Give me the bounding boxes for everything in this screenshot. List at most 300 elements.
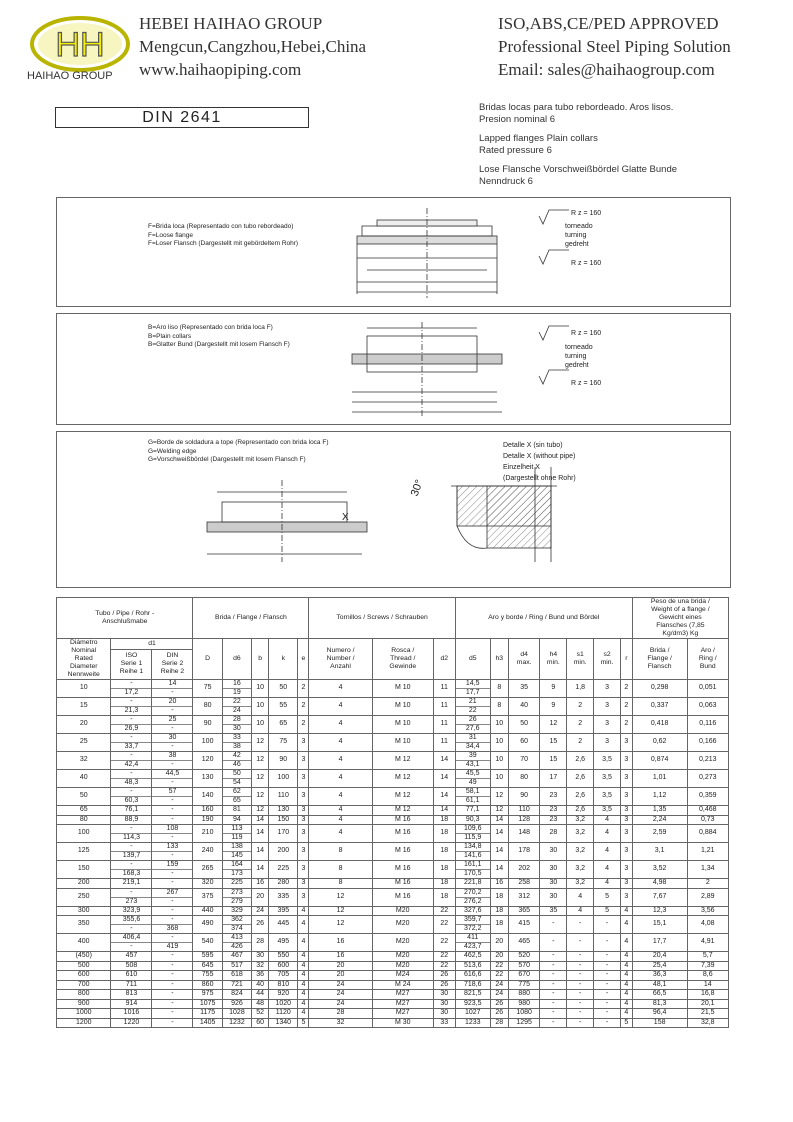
cell-k: 335 bbox=[269, 888, 298, 906]
cell-d2: 18 bbox=[433, 843, 455, 861]
cell-thread: M20 bbox=[372, 906, 433, 916]
cell-D: 1075 bbox=[193, 999, 222, 1009]
cell-d4: 670 bbox=[508, 971, 540, 981]
cell-d5: 221,8 bbox=[455, 879, 490, 889]
cell-value: 31 bbox=[456, 734, 490, 743]
cell-d5: 77,1 bbox=[455, 806, 490, 816]
cell-wr: 1,21 bbox=[687, 843, 728, 861]
cell-din bbox=[152, 734, 193, 752]
cell-iso bbox=[111, 698, 152, 716]
cell-dn: 1200 bbox=[57, 1018, 111, 1028]
cell-thread: M 16 bbox=[372, 861, 433, 879]
description-block bbox=[479, 102, 769, 195]
cell-dn: 40 bbox=[57, 770, 111, 788]
cell-value: 108 bbox=[152, 825, 192, 834]
cell-D: 1405 bbox=[193, 1018, 222, 1028]
cell-wf: 3,1 bbox=[632, 843, 687, 861]
cell-d4: 312 bbox=[508, 888, 540, 906]
cell-wf: 0,418 bbox=[632, 716, 687, 734]
cell-h4: 12 bbox=[540, 716, 567, 734]
cell-d5 bbox=[455, 716, 490, 734]
cell-b: 60 bbox=[252, 1018, 269, 1028]
cell-dn: (450) bbox=[57, 952, 111, 962]
cell-value: 411 bbox=[456, 934, 490, 943]
cell-s2: 4 bbox=[594, 879, 621, 889]
cell-dn: 50 bbox=[57, 788, 111, 806]
cell-wr: 0,166 bbox=[687, 734, 728, 752]
cell-e: 4 bbox=[298, 1009, 309, 1019]
cell-dn: 300 bbox=[57, 906, 111, 916]
cell-value: 109,6 bbox=[456, 825, 490, 834]
cell-r: 3 bbox=[620, 806, 632, 816]
cell-d6: 721 bbox=[222, 980, 251, 990]
cell-h4: 17 bbox=[540, 770, 567, 788]
cell-dn: 700 bbox=[57, 980, 111, 990]
cell-d4: 60 bbox=[508, 734, 540, 752]
cell-value: 359,7 bbox=[456, 916, 490, 925]
cell-D: 90 bbox=[193, 716, 222, 734]
cell-h4: 35 bbox=[540, 906, 567, 916]
cell-h3: 18 bbox=[490, 888, 508, 906]
cell-D: 120 bbox=[193, 752, 222, 770]
cell-num: 20 bbox=[309, 971, 372, 981]
cell-h3: 8 bbox=[490, 680, 508, 698]
cell-d6 bbox=[222, 843, 251, 861]
cell-k: 55 bbox=[269, 698, 298, 716]
cell-k: 90 bbox=[269, 752, 298, 770]
cell-k: 1020 bbox=[269, 999, 298, 1009]
cell-thread: M20 bbox=[372, 952, 433, 962]
detail-x-marker: X bbox=[342, 512, 349, 523]
cell-din: - bbox=[152, 961, 193, 971]
cell-e: 3 bbox=[298, 888, 309, 906]
cell-s2: 4 bbox=[594, 861, 621, 879]
cell-thread: M 16 bbox=[372, 815, 433, 825]
cell-thread: M27 bbox=[372, 999, 433, 1009]
cell-value: 61,1 bbox=[465, 797, 480, 804]
cell-dn: 350 bbox=[57, 916, 111, 934]
table-row bbox=[57, 961, 729, 971]
cell-s2: 5 bbox=[594, 888, 621, 906]
cell-thread: M 16 bbox=[372, 879, 433, 889]
cell-d6: 329 bbox=[222, 906, 251, 916]
cell-value: - bbox=[111, 734, 151, 743]
table-row bbox=[57, 980, 729, 990]
cell-value: 114,3 bbox=[122, 834, 140, 841]
cell-h3: 22 bbox=[490, 971, 508, 981]
cell-d5 bbox=[455, 788, 490, 806]
cell-r: 5 bbox=[620, 1018, 632, 1028]
cell-value: 267 bbox=[152, 889, 192, 898]
cell-h3: 10 bbox=[490, 716, 508, 734]
cell-wr: 2 bbox=[687, 879, 728, 889]
cell-d2: 22 bbox=[433, 906, 455, 916]
cell-d5: 462,5 bbox=[455, 952, 490, 962]
cell-d6 bbox=[222, 770, 251, 788]
cell-thread: M27 bbox=[372, 990, 433, 1000]
group-header-bolts: Tornillos / Screws / Schrauben bbox=[309, 598, 455, 639]
cell-thread: M 16 bbox=[372, 888, 433, 906]
legend-line: F=Loose flange bbox=[148, 231, 193, 239]
cell-thread: M 16 bbox=[372, 843, 433, 861]
cell-b: 14 bbox=[252, 843, 269, 861]
cell-dn: 400 bbox=[57, 934, 111, 952]
cell-value: 45,5 bbox=[456, 770, 490, 779]
cell-D: 755 bbox=[193, 971, 222, 981]
cell-value: 273 bbox=[223, 889, 251, 898]
col-thread: Rosca / Thread / Gewinde bbox=[372, 639, 433, 680]
cell-num: 4 bbox=[309, 825, 372, 843]
cell-h4: 15 bbox=[540, 734, 567, 752]
cell-e: 3 bbox=[298, 788, 309, 806]
cell-din: - bbox=[152, 980, 193, 990]
cell-iso: 508 bbox=[111, 961, 152, 971]
cell-d6 bbox=[222, 716, 251, 734]
cell-d5 bbox=[455, 680, 490, 698]
cell-s1: 2 bbox=[567, 698, 594, 716]
cell-wr: 3,56 bbox=[687, 906, 728, 916]
cell-r: 4 bbox=[620, 999, 632, 1009]
cell-s1: - bbox=[567, 1018, 594, 1028]
cell-D: 320 bbox=[193, 879, 222, 889]
cell-s1: - bbox=[567, 990, 594, 1000]
cell-wf: 17,7 bbox=[632, 934, 687, 952]
cell-e: 3 bbox=[298, 770, 309, 788]
drawing-panel-plain-collar bbox=[56, 313, 731, 425]
cell-thread: M24 bbox=[372, 971, 433, 981]
cell-d4: 980 bbox=[508, 999, 540, 1009]
cell-din: - bbox=[152, 971, 193, 981]
cell-value: - bbox=[171, 707, 174, 714]
cell-d6 bbox=[222, 680, 251, 698]
cell-din bbox=[152, 843, 193, 861]
cell-d2: 30 bbox=[433, 1009, 455, 1019]
description-de: Lose Flansche Vorschweißbördel Glatte Bunde Nenndruck 6 bbox=[479, 164, 678, 187]
cell-D: 595 bbox=[193, 952, 222, 962]
roughness-label: R z = 160 bbox=[571, 380, 602, 387]
cell-D: 240 bbox=[193, 843, 222, 861]
cell-d6 bbox=[222, 861, 251, 879]
cell-b: 28 bbox=[252, 934, 269, 952]
cell-d2: 18 bbox=[433, 879, 455, 889]
cell-wr: 1,34 bbox=[687, 861, 728, 879]
cell-k: 495 bbox=[269, 934, 298, 952]
cell-din bbox=[152, 788, 193, 806]
cell-D: 490 bbox=[193, 916, 222, 934]
cell-value: - bbox=[111, 889, 151, 898]
cell-k: 130 bbox=[269, 806, 298, 816]
cell-wf: 0,337 bbox=[632, 698, 687, 716]
table-row bbox=[57, 1018, 729, 1028]
finish-es: torneado bbox=[565, 223, 593, 230]
cell-din: - bbox=[152, 815, 193, 825]
cell-s2: - bbox=[594, 1018, 621, 1028]
table-row bbox=[57, 916, 729, 934]
table-row bbox=[57, 843, 729, 861]
cell-iso: 219,1 bbox=[111, 879, 152, 889]
detail-label bbox=[503, 440, 576, 484]
cell-value: 119 bbox=[231, 834, 243, 841]
cell-d5: 513,6 bbox=[455, 961, 490, 971]
col-h3: h3 bbox=[490, 639, 508, 680]
cell-d2: 22 bbox=[433, 916, 455, 934]
cell-value: 170,5 bbox=[463, 870, 482, 877]
cell-k: 200 bbox=[269, 843, 298, 861]
cell-num: 4 bbox=[309, 770, 372, 788]
cell-value: 276,2 bbox=[463, 897, 482, 905]
cell-D: 210 bbox=[193, 825, 222, 843]
cell-iso: 76,1 bbox=[111, 806, 152, 816]
cell-h3: 18 bbox=[490, 906, 508, 916]
finish-label bbox=[565, 343, 593, 370]
cell-wf: 66,5 bbox=[632, 990, 687, 1000]
cell-din: - bbox=[152, 1009, 193, 1019]
cell-b: 52 bbox=[252, 1009, 269, 1019]
cell-h4: - bbox=[540, 1009, 567, 1019]
cell-h4: - bbox=[540, 980, 567, 990]
cell-e: 4 bbox=[298, 980, 309, 990]
cell-s1: 2,6 bbox=[567, 770, 594, 788]
cell-h4: 15 bbox=[540, 752, 567, 770]
legend-line: F=Loser Flansch (Dargestellt mit gebördeltem Rohr) bbox=[148, 240, 299, 247]
cell-d4: 40 bbox=[508, 698, 540, 716]
cell-d4: 35 bbox=[508, 680, 540, 698]
cell-d4: 90 bbox=[508, 788, 540, 806]
cell-s1: - bbox=[567, 961, 594, 971]
cell-wf: 48,1 bbox=[632, 980, 687, 990]
cell-value: - bbox=[171, 834, 174, 841]
logo-letters: HH bbox=[55, 26, 105, 64]
cell-value: 54 bbox=[233, 779, 241, 786]
cell-b: 14 bbox=[252, 825, 269, 843]
cell-d4: 1080 bbox=[508, 1009, 540, 1019]
cell-s2: 3 bbox=[594, 680, 621, 698]
cell-value: - bbox=[111, 680, 151, 689]
cell-value: 159 bbox=[152, 861, 192, 870]
cell-dn: 125 bbox=[57, 843, 111, 861]
cell-h3: 28 bbox=[490, 1018, 508, 1028]
group-header-pipe: Tubo / Pipe / Rohr - Anschlußmabe bbox=[57, 598, 193, 639]
group-header-weight: Peso de una brida / Weight of a flange / Gewicht eines Flansches (7,85 Kg/dm3) Kg bbox=[632, 598, 728, 639]
cell-e: 4 bbox=[298, 990, 309, 1000]
cell-iso: 914 bbox=[111, 999, 152, 1009]
cell-dn: 20 bbox=[57, 716, 111, 734]
table-row bbox=[57, 861, 729, 879]
cell-num: 4 bbox=[309, 752, 372, 770]
plain-collar-legend bbox=[148, 324, 290, 350]
cell-b: 24 bbox=[252, 906, 269, 916]
cell-b: 12 bbox=[252, 788, 269, 806]
cell-iso bbox=[111, 843, 152, 861]
description-es: Bridas locas para tubo rebordeado. Aros lisos. Presion nominal 6 bbox=[479, 102, 674, 125]
cell-h4: 30 bbox=[540, 879, 567, 889]
cell-s2: 3 bbox=[594, 716, 621, 734]
cell-din bbox=[152, 934, 193, 952]
cell-b: 20 bbox=[252, 888, 269, 906]
cell-e: 2 bbox=[298, 680, 309, 698]
cell-thread: M 30 bbox=[372, 1018, 433, 1028]
cell-s1: 2 bbox=[567, 734, 594, 752]
cell-h3: 10 bbox=[490, 734, 508, 752]
cell-value: 22 bbox=[223, 698, 251, 707]
cell-b: 30 bbox=[252, 952, 269, 962]
cell-thread: M 10 bbox=[372, 698, 433, 716]
cell-num: 24 bbox=[309, 999, 372, 1009]
cell-e: 2 bbox=[298, 716, 309, 734]
cell-d5 bbox=[455, 916, 490, 934]
col-num: Numero / Number / Anzahl bbox=[309, 639, 372, 680]
cell-d2: 30 bbox=[433, 999, 455, 1009]
approval-text: ISO,ABS,CE/PED APPROVED bbox=[498, 14, 719, 33]
cell-iso bbox=[111, 680, 152, 698]
cell-d4: 258 bbox=[508, 879, 540, 889]
cell-value: 270,2 bbox=[456, 889, 490, 898]
cell-d6: 81 bbox=[222, 806, 251, 816]
cell-value: - bbox=[130, 925, 133, 932]
cell-k: 600 bbox=[269, 961, 298, 971]
cell-din bbox=[152, 888, 193, 906]
cell-d4: 415 bbox=[508, 916, 540, 934]
cell-d2: 11 bbox=[433, 716, 455, 734]
cell-value: 426 bbox=[231, 943, 243, 950]
cell-h4: 30 bbox=[540, 888, 567, 906]
cell-num: 4 bbox=[309, 815, 372, 825]
cell-h3: 24 bbox=[490, 980, 508, 990]
cell-e: 3 bbox=[298, 879, 309, 889]
cell-k: 150 bbox=[269, 815, 298, 825]
cell-value: - bbox=[171, 852, 174, 859]
cell-e: 4 bbox=[298, 916, 309, 934]
cell-value: 413 bbox=[223, 934, 251, 943]
cell-value: 17,7 bbox=[465, 689, 480, 696]
cell-d5 bbox=[455, 843, 490, 861]
cell-iso bbox=[111, 752, 152, 770]
cell-value: - bbox=[171, 761, 174, 768]
cell-s2: 4 bbox=[594, 815, 621, 825]
email-text[interactable]: Email: sales@haihaogroup.com bbox=[498, 60, 715, 79]
cell-wr: 7,39 bbox=[687, 961, 728, 971]
cell-num: 32 bbox=[309, 1018, 372, 1028]
cell-value: 30 bbox=[152, 734, 192, 743]
cell-value: - bbox=[130, 943, 133, 950]
cell-wr: 8,6 bbox=[687, 971, 728, 981]
cell-wf: 4,98 bbox=[632, 879, 687, 889]
cell-d4: 70 bbox=[508, 752, 540, 770]
cell-D: 265 bbox=[193, 861, 222, 879]
cell-value: 141,6 bbox=[463, 852, 482, 859]
cell-h3: 8 bbox=[490, 698, 508, 716]
cell-value: 44,5 bbox=[152, 770, 192, 779]
cell-e: 3 bbox=[298, 825, 309, 843]
cell-d2: 26 bbox=[433, 971, 455, 981]
cell-wr: 21,5 bbox=[687, 1009, 728, 1019]
cell-d2: 33 bbox=[433, 1018, 455, 1028]
welding-edge-legend bbox=[148, 439, 329, 465]
cell-e: 4 bbox=[298, 961, 309, 971]
cell-h4: - bbox=[540, 916, 567, 934]
col-h4: h4 min. bbox=[540, 639, 567, 680]
cell-wf: 158 bbox=[632, 1018, 687, 1028]
cell-s2: - bbox=[594, 934, 621, 952]
cell-value: - bbox=[171, 797, 174, 804]
company-info bbox=[139, 12, 366, 81]
cell-wf: 1,01 bbox=[632, 770, 687, 788]
cell-value: 14 bbox=[152, 680, 192, 689]
cell-h4: 23 bbox=[540, 806, 567, 816]
cell-s2: - bbox=[594, 961, 621, 971]
cell-d4: 520 bbox=[508, 952, 540, 962]
cell-d6: 1232 bbox=[222, 1018, 251, 1028]
cell-value: 21 bbox=[456, 698, 490, 707]
cell-din bbox=[152, 825, 193, 843]
cell-wf: 15,1 bbox=[632, 916, 687, 934]
cell-value: - bbox=[111, 825, 151, 834]
cell-dn: 65 bbox=[57, 806, 111, 816]
cell-b: 40 bbox=[252, 980, 269, 990]
company-website[interactable]: www.haihaopiping.com bbox=[139, 60, 302, 79]
cell-iso bbox=[111, 916, 152, 934]
cell-r: 3 bbox=[620, 752, 632, 770]
cell-dn: 800 bbox=[57, 990, 111, 1000]
cell-d5 bbox=[455, 752, 490, 770]
cell-k: 445 bbox=[269, 916, 298, 934]
loose-flange-drawing bbox=[57, 198, 730, 306]
cell-din bbox=[152, 698, 193, 716]
cell-D: 645 bbox=[193, 961, 222, 971]
cell-wr: 4,08 bbox=[687, 916, 728, 934]
col-weight-ring: Aro / Ring / Bund bbox=[687, 639, 728, 680]
cell-s1: - bbox=[567, 980, 594, 990]
cell-d4: 465 bbox=[508, 934, 540, 952]
cell-s2: - bbox=[594, 999, 621, 1009]
cell-value: 139,7 bbox=[122, 852, 141, 859]
cell-value: 16 bbox=[223, 680, 251, 689]
cell-s1: 2,6 bbox=[567, 788, 594, 806]
cell-h4: 9 bbox=[540, 680, 567, 698]
table-row bbox=[57, 971, 729, 981]
cell-thread: M 12 bbox=[372, 806, 433, 816]
cell-h4: - bbox=[540, 934, 567, 952]
standard-title: DIN 2641 bbox=[55, 107, 309, 128]
cell-k: 50 bbox=[269, 680, 298, 698]
table-row bbox=[57, 770, 729, 788]
cell-h3: 24 bbox=[490, 990, 508, 1000]
cell-d6 bbox=[222, 752, 251, 770]
slogan-text: Professional Steel Piping Solution bbox=[498, 37, 731, 56]
cell-num: 16 bbox=[309, 952, 372, 962]
cell-wf: 12,3 bbox=[632, 906, 687, 916]
cell-wf: 0,62 bbox=[632, 734, 687, 752]
cell-value: 46 bbox=[233, 761, 241, 768]
cell-h3: 22 bbox=[490, 961, 508, 971]
cell-value: 20 bbox=[152, 698, 192, 707]
cell-value: 362 bbox=[223, 916, 251, 925]
cell-s1: - bbox=[567, 916, 594, 934]
finish-en: turning bbox=[565, 353, 587, 360]
cell-r: 2 bbox=[620, 680, 632, 698]
cell-h4: - bbox=[540, 952, 567, 962]
finish-label bbox=[565, 222, 593, 249]
cell-d4: 570 bbox=[508, 961, 540, 971]
cell-dn: 80 bbox=[57, 815, 111, 825]
cell-value: 25 bbox=[152, 716, 192, 725]
cell-e: 3 bbox=[298, 734, 309, 752]
legend-line: B=Plain collars bbox=[148, 332, 192, 340]
cell-k: 65 bbox=[269, 716, 298, 734]
cell-d2: 14 bbox=[433, 806, 455, 816]
cell-dn: 150 bbox=[57, 861, 111, 879]
cell-s2: 3,5 bbox=[594, 770, 621, 788]
